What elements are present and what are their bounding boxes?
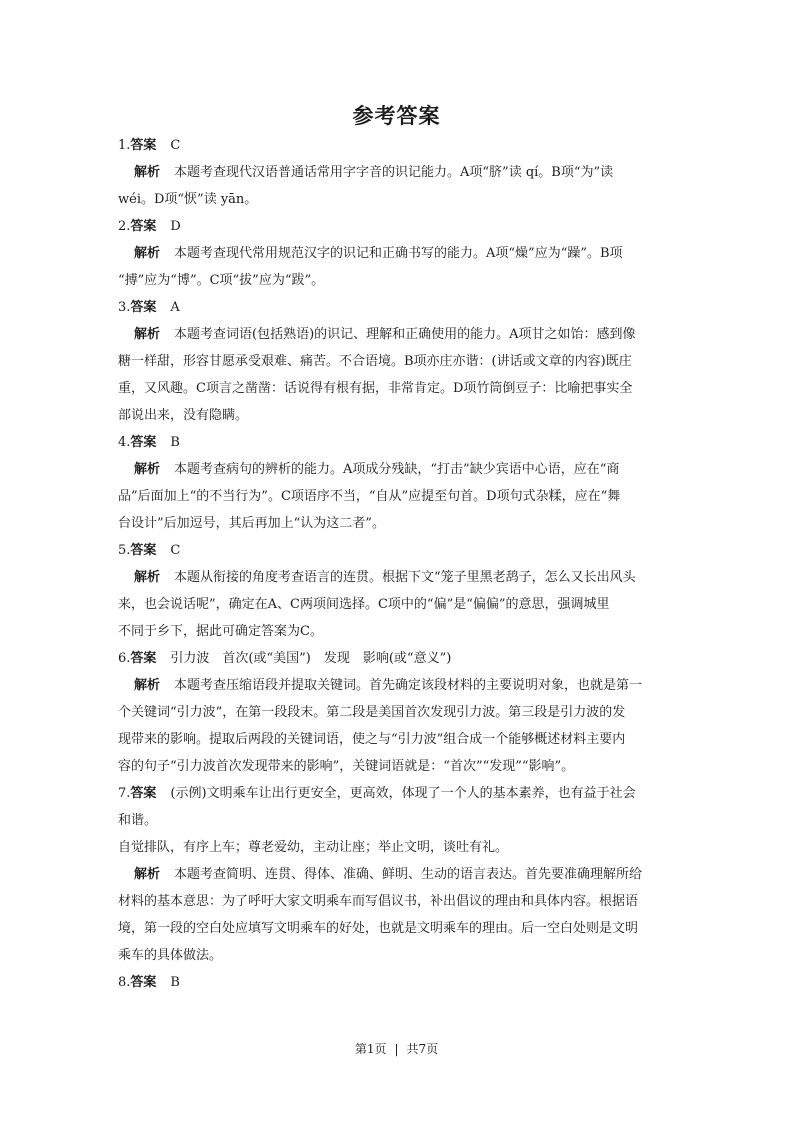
page-total: 共7页 bbox=[406, 1042, 439, 1056]
explanation-line: 部说出来，没有隐瞒。 bbox=[118, 408, 249, 423]
explanation-line: 境，第一段的空白处应填写文明乘车的好处，也就是文明乘车的理由。后一空白处则是文明 bbox=[118, 921, 639, 936]
answer-row-3 bbox=[118, 294, 674, 321]
question-number: 6. bbox=[118, 651, 131, 666]
answer-value: B bbox=[170, 435, 180, 450]
answer-value: B bbox=[170, 975, 180, 990]
page-footer bbox=[0, 1040, 793, 1057]
answer-line: 自觉排队，有序上车；尊老爱幼，主动让座；举止文明，谈吐有礼。 bbox=[118, 840, 509, 855]
explanation-line: 现带来的影响。提取后两段的关键词语，使之与“引力波”组合成一个能够概述材料主要内 bbox=[118, 732, 626, 747]
explanation-label: 解析 bbox=[134, 867, 161, 882]
question-number: 7. bbox=[118, 786, 131, 801]
explanation-line: 品”后面加上“的不当行为”。C项语序不当，“自从”应提至句首。D项句式杂糅，应在“舞 bbox=[118, 489, 621, 504]
explanation-line: 台设计”后加逗号，其后再加上“认为这二者”。 bbox=[118, 516, 385, 531]
explanation-line: 来，也会说话呢”，确定在A、C两项间选择。C项中的“偏”是“偏偏”的意思，强调城里 bbox=[118, 597, 610, 612]
explanation-text: 本题从衔接的角度考查语言的连贯。根据下文“笼子里黑老鸹子，怎么又长出风头 bbox=[174, 570, 636, 585]
answer-value: D bbox=[170, 219, 181, 234]
answer-row-4 bbox=[118, 429, 674, 456]
answer-label: 答案 bbox=[130, 975, 157, 990]
explanation-line: 个关键词“引力波”，在第一段段末。第二段是美国首次发现引力波。第三段是引力波的发 bbox=[118, 705, 626, 720]
answer-line: 和谐。 bbox=[118, 813, 158, 828]
answer-label: 答案 bbox=[130, 651, 157, 666]
answer-label: 答案 bbox=[130, 300, 157, 315]
explanation-line: “搏”应为“博”。C项“拔”应为“跋”。 bbox=[118, 273, 325, 288]
answer-label: 答案 bbox=[130, 219, 157, 234]
explanation-label: 解析 bbox=[134, 327, 161, 342]
explanation-line bbox=[118, 456, 674, 483]
question-number: 8. bbox=[118, 975, 131, 990]
explanation-line: 材料的基本意思：为了呼吁大家文明乘车而写倡议书，补出倡议的理由和具体内容。根据语 bbox=[118, 894, 639, 909]
explanation-line bbox=[118, 564, 674, 591]
answer-list bbox=[118, 132, 674, 996]
question-number: 3. bbox=[118, 300, 131, 315]
explanation-label: 解析 bbox=[134, 246, 161, 261]
explanation-text: 本题考查压缩语段并提取关键词。首先确定该段材料的主要说明对象，也就是第一 bbox=[174, 678, 643, 693]
explanation-text: 本题考查现代常用规范汉字的识记和正确书写的能力。A项“燥”应为“躁”。B项 bbox=[174, 246, 623, 261]
page-number: 第1页 bbox=[354, 1042, 387, 1056]
explanation-text: 本题考查词语(包括熟语)的识记、理解和正确使用的能力。A项甘之如饴：感到像 bbox=[174, 327, 636, 342]
explanation-line bbox=[118, 861, 674, 888]
answer-label: 答案 bbox=[130, 786, 157, 801]
explanation-line: 重，又风趣。C项言之凿凿：话说得有根有据，非常肯定。D项竹筒倒豆子：比喻把事实全 bbox=[118, 381, 633, 396]
explanation-line bbox=[118, 240, 674, 267]
answer-row-1 bbox=[118, 132, 674, 159]
question-number: 5. bbox=[118, 543, 131, 558]
explanation-label: 解析 bbox=[134, 165, 161, 180]
explanation-text: 本题考查现代汉语普通话常用字字音的识记能力。A项“脐”读 qí。B项“为”读 bbox=[174, 165, 614, 180]
explanation-line: 容的句子“引力波首次发现带来的影响”，关键词语就是：“首次”“发现”“影响”。 bbox=[118, 759, 575, 774]
answer-row-8 bbox=[118, 969, 674, 996]
explanation-line: 乘车的具体做法。 bbox=[118, 948, 223, 963]
question-number: 2. bbox=[118, 219, 131, 234]
answer-value: C bbox=[170, 543, 181, 558]
explanation-line: 糖一样甜，形容甘愿承受艰难、痛苦。不合语境。B项亦庄亦谐：(讲话或文章的内容)既庄 bbox=[118, 354, 632, 369]
answer-row-2 bbox=[118, 213, 674, 240]
explanation-line bbox=[118, 159, 674, 186]
explanation-label: 解析 bbox=[134, 678, 161, 693]
answer-row-6 bbox=[118, 645, 674, 672]
answer-row-5 bbox=[118, 537, 674, 564]
answer-row-7 bbox=[118, 780, 674, 807]
explanation-line bbox=[118, 672, 674, 699]
answer-label: 答案 bbox=[130, 435, 157, 450]
answer-value: 引力波 首次(或“美国”) 发现 影响(或“意义”) bbox=[170, 651, 452, 666]
explanation-text: 本题考查简明、连贯、得体、准确、鲜明、生动的语言表达。首先要准确理解所给 bbox=[174, 867, 643, 882]
explanation-line bbox=[118, 321, 674, 348]
question-number: 4. bbox=[118, 435, 131, 450]
footer-separator: | bbox=[394, 1042, 399, 1056]
answer-value: A bbox=[170, 300, 180, 315]
explanation-label: 解析 bbox=[134, 462, 161, 477]
answer-value: C bbox=[170, 138, 181, 153]
explanation-line: 不同于乡下，据此可确定答案为C。 bbox=[118, 624, 323, 639]
page-title: 参考答案 bbox=[352, 103, 441, 128]
explanation-label: 解析 bbox=[134, 570, 161, 585]
answer-value: (示例)文明乘车让出行更安全，更高效，体现了一个人的基本素养，也有益于社会 bbox=[170, 786, 636, 801]
explanation-line: wéi。D项“恹”读 yān。 bbox=[118, 192, 258, 207]
answer-label: 答案 bbox=[130, 543, 157, 558]
explanation-text: 本题考查病句的辨析的能力。A项成分残缺，“打击”缺少宾语中心语，应在“商 bbox=[174, 462, 620, 477]
answer-label: 答案 bbox=[130, 138, 157, 153]
question-number: 1. bbox=[118, 138, 131, 153]
